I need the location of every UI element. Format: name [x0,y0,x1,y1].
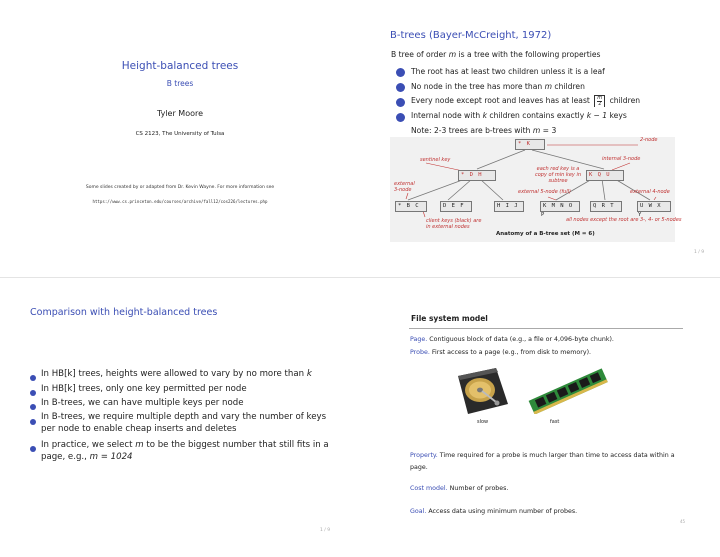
bullet-4 [30,419,36,425]
goal-text: Goal. Access data using minimum number of probes. [410,508,578,515]
bullet-5 [30,446,36,452]
var-m: m [448,50,457,59]
property-1: The root has at least two children unless it is a leaf [411,67,605,76]
bullet-text-5: In practice, we select m to be the biggest number that still fits in a page, e.g., m = 1024 [41,440,329,462]
affiliation: CS 2123, The University of Tulsa [135,131,225,137]
title: Height-balanced trees [121,60,239,72]
header-rule [409,328,683,329]
bullet-text-4: In B-trees, we require multiple depth and vary the number of keys per node to enable cheap inserts and deletes [41,412,327,434]
page-number: 1 / 9 [320,528,331,533]
label-red-key-note: each red key is a copy of min key in subtree [534,166,582,184]
author: Tyler Moore [156,109,204,118]
bullet-1 [30,375,36,381]
label-external-three-node: external 3-node [394,181,415,193]
bullet-text-2: In HB[k] trees, only one key permitted per node [41,384,247,394]
bullet-text-3: In B-trees, we can have multiple keys per node [41,398,244,408]
root-node: * K [515,139,545,150]
figure-caption: Anatomy of a B-tree set (M = 6) [496,231,595,237]
btree-figure [390,137,682,242]
intro-text-end: is a tree with the following properties [456,50,601,59]
number-marker-4 [396,113,405,122]
page-number: 1 / 9 [694,250,705,255]
bullet-text-1: In HB[k] trees, heights were allowed to vary by no more than k [41,369,312,379]
slow-label: slow [477,419,489,425]
label-internal-three-node: internal 3-node [602,156,641,162]
label-external-four-node: external 4-node [630,189,670,195]
fast-label: fast [550,419,560,425]
ceil-fraction: $\frac{m}{2}$ [594,95,605,107]
internal-node-right: K Q U [586,170,624,181]
slide-number: 45 [680,519,686,524]
slide-header: File system model [411,314,488,323]
property-text: Property. Time required for a probe is much larger than time to access data within a page. [410,452,675,471]
number-marker-1 [396,68,405,77]
label-all-nodes: all nodes except the root are 3-, 4- or 5-nodes [566,217,682,223]
ram-icon [525,368,611,414]
property-4: Internal node with k children contains exactly k − 1 keys [411,111,627,120]
slide-title: B-trees (Bayer-McCreight, 1972) [390,30,552,41]
subtitle: B trees [166,79,194,88]
bullet-2 [30,390,36,396]
credit-url: https://www.cs.princeton.edu/courses/archive/fall12/cos226/lectures.php [92,199,268,204]
intro-line [391,49,600,60]
label-external-five-node: external 5-node (full) [518,189,572,195]
intro-text: B tree of order [391,50,449,59]
leaf-node-4: K M N O P [540,201,580,212]
probe-definition: Probe. First access to a page (e.g., from disk to memory). [410,349,592,356]
bullet-3 [30,404,36,410]
label-sentinel-key: sentinel key [420,157,451,163]
page-definition: Page. Contiguous block of data (e.g., a file or 4,096-byte chunk). [410,336,614,343]
cost-model-text: Cost model. Number of probes. [410,485,509,492]
number-marker-2 [396,83,405,92]
leaf-node-1: * B C [395,201,427,212]
internal-node-left: * D H [458,170,496,181]
number-marker-3 [396,98,405,107]
leaf-node-2: D E F [440,201,472,212]
leaf-node-5: Q R T [590,201,622,212]
slide-divider [0,277,720,278]
property-2: No node in the tree has more than m children [411,82,585,91]
label-two-node: 2-node [640,137,658,143]
leaf-node-6: U W X Y [637,201,671,212]
property-3: Every node except root and leaves has at least $\frac{m}{2}$ children [411,95,641,107]
leaf-node-3: H I J [494,201,524,212]
credit-text: Some slides created by or adapted from Dr. Kevin Wayne. For more information see [85,185,275,190]
hard-disk-icon [452,366,510,416]
note: Note: 2-3 trees are b-trees with m = 3 [411,126,557,135]
label-client-keys: client keys (black) are in external nodes [426,218,482,230]
slide-title: Comparison with height-balanced trees [30,307,218,318]
